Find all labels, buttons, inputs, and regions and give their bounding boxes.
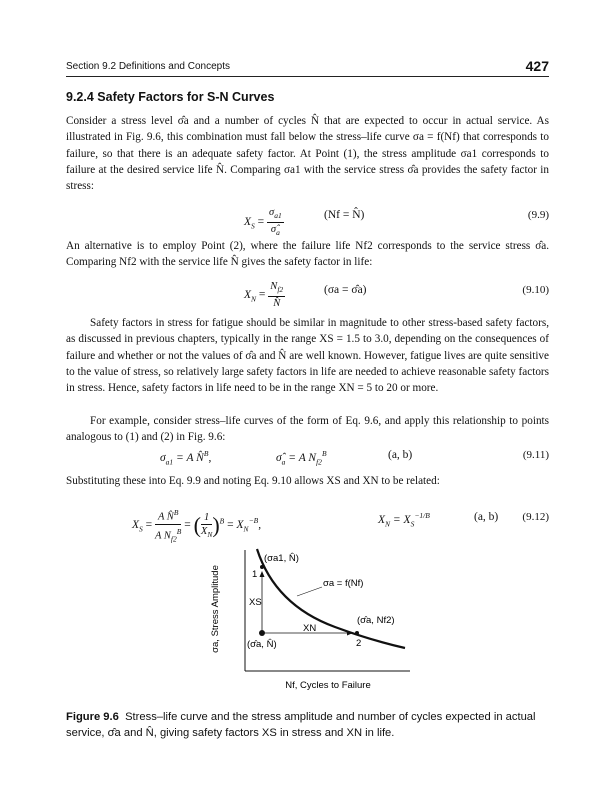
point-1-number: 1 [252, 569, 258, 580]
point-1-label: (σa1, N̂) [264, 553, 299, 564]
xn-label: XN [303, 623, 317, 634]
curve-label-pointer [297, 587, 322, 596]
equation-9-10: $X_N$ = $\frac{N_{f2}}{N̂}$ (σa = σ̂a) (9.10) [244, 281, 549, 310]
paragraph-4: For example, consider stress–life curves of the form of Eq. 9.6, and apply this relationship to points analogous to (1) and (2) in Fig. 9.6: [66, 415, 549, 444]
point-2-number: 2 [356, 638, 362, 649]
sn-curve-figure [205, 545, 415, 695]
page-number: 427 [525, 58, 549, 74]
x-axis-label: Nf, Cycles to Failure [285, 680, 371, 691]
equation-9-9-number: (9.9) [527, 209, 549, 221]
equation-9-9-condition: (Nf = N̂) [324, 209, 365, 221]
equation-9-12-number: (9.12) [522, 511, 549, 523]
figure-caption-text: Stress–life curve and the stress amplitude and number of cycles expected in actual service, σ̂a and N̂, giving safety factors XS in stress and XN in life. [66, 711, 536, 739]
subsection-heading: 9.2.4 Safety Factors for S-N Curves [66, 90, 275, 104]
equation-9-12: $X_S$ = $\frac{A N̂^B}{A N_{f2}^B}$ = ( $\frac{1}{X_N}$ )$^B = X_N^{-B}$, $X_N = X_S^{-1/B}$ (a, b) (9.12) [132, 508, 549, 544]
paragraph-3: Safety factors in stress for fatigue should be similar in magnitude to other stress-based safety factors, as discussed in previous chapters, typically in the range XS = 1.5 to 3.0, depending on the consequences of failure and whether or not the values of σ̂a and N̂ are well known. However, fatigue lives are quite sensitive to the value of stress, so relatively large safety factors in life are needed to achieve reasonable safety factors in stress. Hence, safety factors in life need to be in the range XN = 5 to 20 or more. [66, 317, 549, 395]
equation-9-11-number: (9.11) [522, 449, 549, 461]
figure-caption [66, 710, 549, 741]
paragraph-2: An alternative is to employ Point (2), where the failure life Nf2 corresponds to the service stress σ̂a. Comparing Nf2 with the service life N̂ gives the safety factor in life: [66, 240, 549, 269]
running-header [66, 58, 549, 77]
paragraph-1: Consider a stress level σ̂a and a number of cycles N̂ that are expected to occur in actual service. As illustrated in Fig. 9.6, this combination must fall below the stress–life curve σa = f(Nf) that corresponds to failure, so that there is an adequate safety factor. At Point (1), the stress amplitude σa1 corresponds to failure at the desired service life N̂. Comparing σa1 with the service stress σ̂a provides the safety factor in stress: [66, 115, 549, 193]
paragraph-5: Substituting these into Eq. 9.9 and noting Eq. 9.10 allows XS and XN to be related: [66, 475, 440, 487]
equation-9-11: $\sigma_{a1} = A$ N̂$^B$, $\sigmâ_a = A$ $N_{f2}^B$ (a, b) (9.11) [160, 449, 549, 467]
point-1-marker [260, 565, 264, 569]
equation-9-11-tag: (a, b) [388, 449, 413, 461]
xs-arrowhead [260, 571, 265, 577]
curve-label: σa = f(Nf) [323, 578, 364, 589]
figure-caption-label: Figure 9.6 [66, 711, 119, 723]
equation-9-12-tag: (a, b) [474, 511, 499, 523]
equation-9-10-number: (9.10) [522, 284, 549, 296]
xs-label: XS [249, 597, 262, 608]
point-2-label: (σ̂a, Nf2) [357, 615, 395, 626]
service-point-label: (σ̂a, N̂) [247, 639, 277, 650]
equation-9-10-condition: (σa = σ̂a) [324, 284, 367, 296]
point-2-marker [355, 631, 359, 635]
y-axis-label: σa, Stress Amplitude [210, 565, 221, 653]
equation-9-9: $X_S$ = $\frac{\sigma_{a1}}{\sigmâ_a}$ (Nf = N̂) (9.9) [244, 207, 549, 238]
section-title: Section 9.2 Definitions and Concepts [66, 61, 230, 72]
